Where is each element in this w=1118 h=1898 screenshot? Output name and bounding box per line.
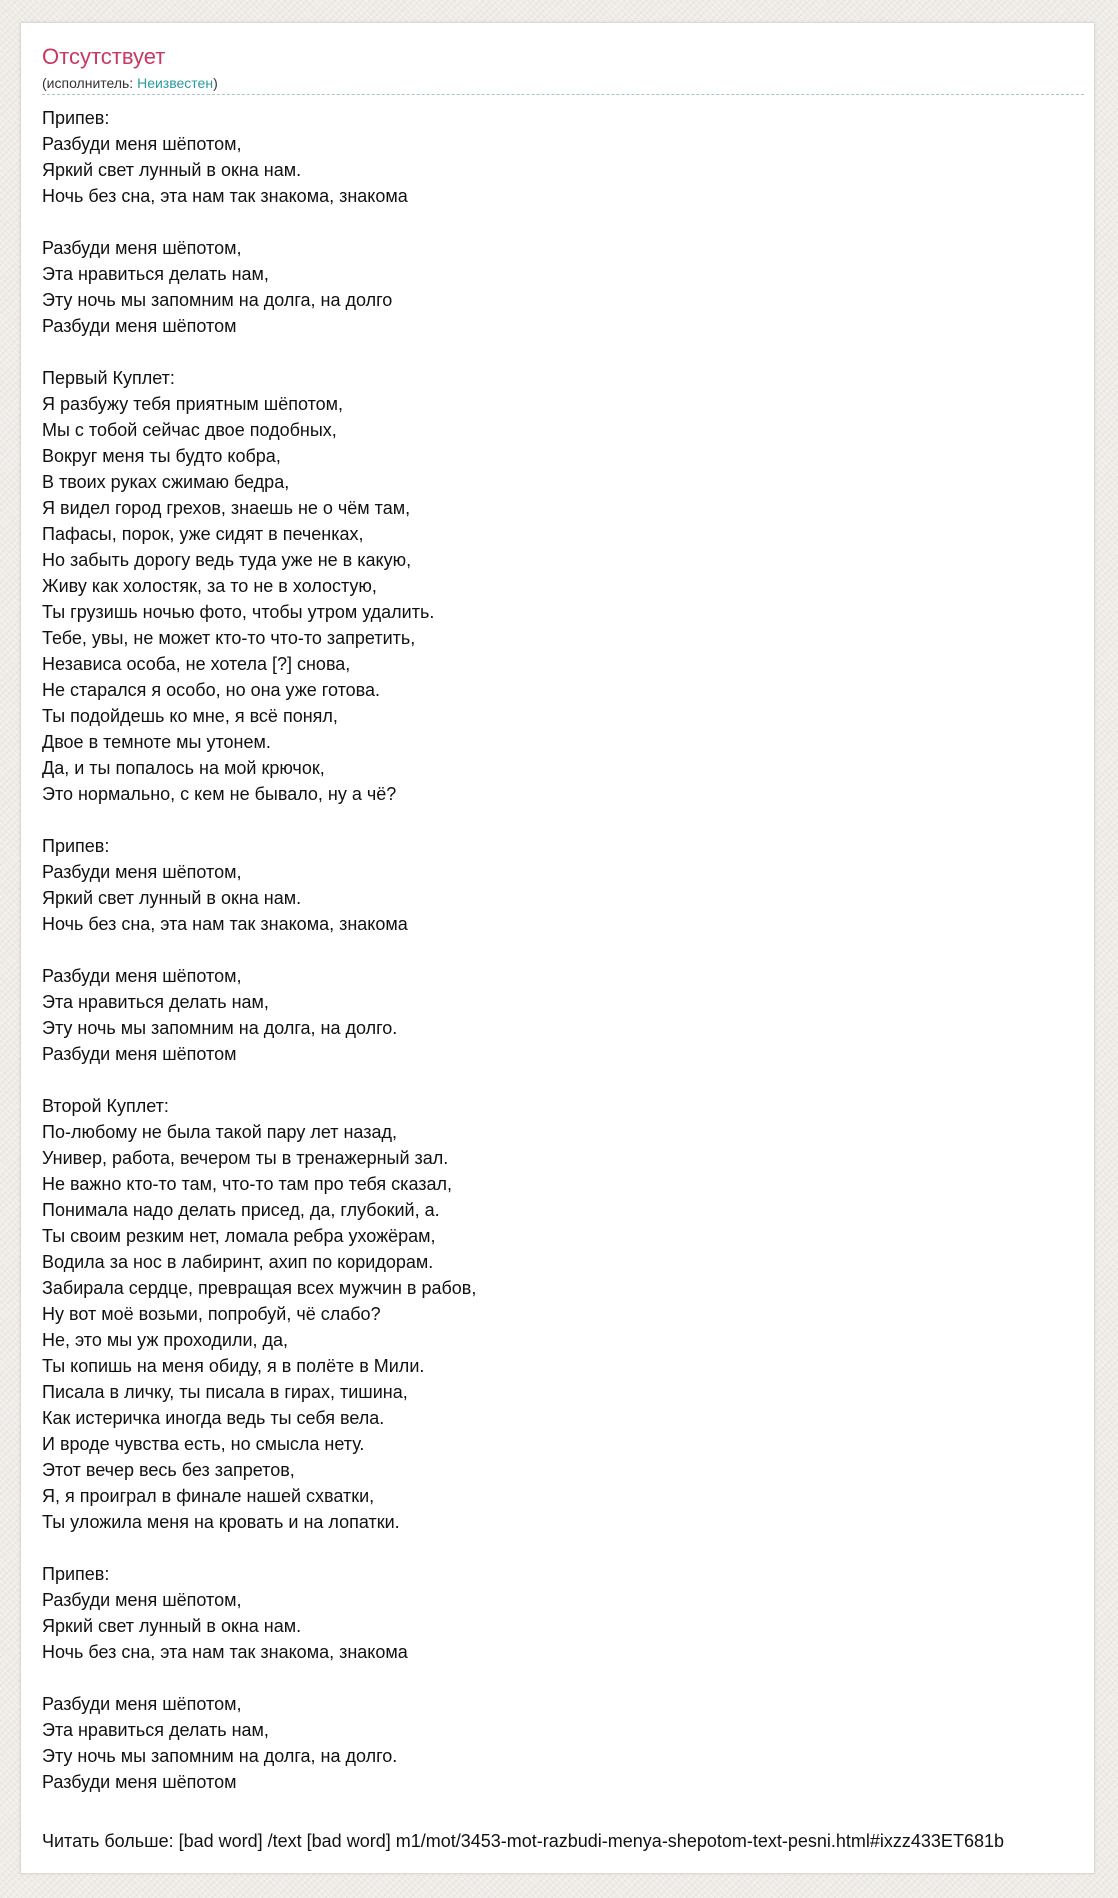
song-title: Отсутствует bbox=[42, 44, 166, 69]
lyric-line: Припев: bbox=[42, 1564, 110, 1584]
lyric-line: Это нормально, с кем не бывало, ну а чё? bbox=[42, 784, 397, 804]
lyric-line: И вроде чувства есть, но смысла нету. bbox=[42, 1434, 365, 1454]
lyric-line: Яркий свет лунный в окна нам. bbox=[42, 1616, 302, 1636]
lyric-line: Не, это мы уж проходили, да, bbox=[42, 1330, 289, 1350]
lyric-blank-line bbox=[42, 1535, 1095, 1561]
lyric-line: Двое в темноте мы утонем. bbox=[42, 732, 271, 752]
lyric-line: Яркий свет лунный в окна нам. bbox=[42, 160, 302, 180]
read-more-line: Читать больше: [bad word] /text [bad word] m1/mot/3453-mot-razbudi-menya-shepotom-text-pesni.html#ixzz433ET681b bbox=[42, 1831, 1004, 1851]
lyric-line: Не старался я особо, но она уже готова. bbox=[42, 680, 381, 700]
lyric-line: Разбуди меня шёпотом bbox=[42, 1044, 237, 1064]
lyric-line: Ночь без сна, эта нам так знакома, знакома bbox=[42, 1642, 408, 1662]
lyric-line: Писала в личку, ты писала в гирах, тишина, bbox=[42, 1382, 408, 1402]
artist-prefix: (исполнитель: bbox=[42, 75, 138, 91]
artist-line bbox=[42, 74, 1084, 92]
lyric-line: Я видел город грехов, знаешь не о чём там, bbox=[42, 498, 411, 518]
lyric-line: Разбуди меня шёпотом bbox=[42, 316, 237, 336]
lyric-blank-line bbox=[42, 1665, 1095, 1691]
artist-suffix: ) bbox=[213, 75, 218, 91]
lyrics-card bbox=[20, 22, 1095, 1874]
lyric-line: Тебе, увы, не может кто-то что-то запретить, bbox=[42, 628, 416, 648]
lyric-line: Ну вот моё возьми, попробуй, чё слабо? bbox=[42, 1304, 381, 1324]
lyric-line: Да, и ты попалось на мой крючок, bbox=[42, 758, 325, 778]
lyric-line: Я, я проиграл в финале нашей схватки, bbox=[42, 1486, 375, 1506]
lyric-line: Разбуди меня шёпотом bbox=[42, 1772, 237, 1792]
lyric-line: Как истеричка иногда ведь ты себя вела. bbox=[42, 1408, 385, 1428]
lyric-line: Разбуди меня шёпотом, bbox=[42, 238, 242, 258]
lyric-line: Ночь без сна, эта нам так знакома, знакома bbox=[42, 914, 408, 934]
lyric-line: Понимала надо делать присед, да, глубокий, а. bbox=[42, 1200, 440, 1220]
lyric-line: Разбуди меня шёпотом, bbox=[42, 1590, 242, 1610]
lyrics-text bbox=[42, 105, 1095, 1795]
song-header bbox=[42, 43, 1084, 92]
lyric-line: Не важно кто-то там, что-то там про тебя сказал, bbox=[42, 1174, 453, 1194]
lyric-line: Разбуди меня шёпотом, bbox=[42, 134, 242, 154]
lyric-line: Разбуди меня шёпотом, bbox=[42, 966, 242, 986]
lyric-line: Универ, работа, вечером ты в тренажерный зал. bbox=[42, 1148, 449, 1168]
lyric-blank-line bbox=[42, 209, 1095, 235]
lyric-blank-line bbox=[42, 937, 1095, 963]
lyric-line: Независа особа, не хотела [?] снова, bbox=[42, 654, 351, 674]
lyric-blank-line bbox=[42, 1067, 1095, 1093]
lyric-line: Разбуди меня шёпотом, bbox=[42, 862, 242, 882]
lyric-line: Водила за нос в лабиринт, ахип по коридорам. bbox=[42, 1252, 434, 1272]
lyric-line: Эту ночь мы запомним на долга, на долго bbox=[42, 290, 393, 310]
lyric-line: Ты грузишь ночью фото, чтобы утром удалить. bbox=[42, 602, 435, 622]
lyric-line: Вокруг меня ты будто кобра, bbox=[42, 446, 281, 466]
lyric-line: Второй Куплет: bbox=[42, 1096, 169, 1116]
lyric-line: Эту ночь мы запомним на долга, на долго. bbox=[42, 1018, 398, 1038]
lyric-line: Припев: bbox=[42, 836, 110, 856]
lyric-line: Мы с тобой сейчас двое подобных, bbox=[42, 420, 337, 440]
lyric-line: По-любому не была такой пару лет назад, bbox=[42, 1122, 397, 1142]
lyric-line: Ты подойдешь ко мне, я всё понял, bbox=[42, 706, 338, 726]
lyric-line: Ты уложила меня на кровать и на лопатки. bbox=[42, 1512, 400, 1532]
lyric-line: Забирала сердце, превращая всех мужчин в рабов, bbox=[42, 1278, 477, 1298]
lyric-line: Эта нравиться делать нам, bbox=[42, 992, 269, 1012]
lyric-blank-line bbox=[42, 339, 1095, 365]
header-divider bbox=[42, 94, 1084, 95]
lyric-line: Я разбужу тебя приятным шёпотом, bbox=[42, 394, 344, 414]
lyric-line: Эта нравиться делать нам, bbox=[42, 1720, 269, 1740]
lyric-line: Ты копишь на меня обиду, я в полёте в Мили. bbox=[42, 1356, 425, 1376]
lyric-line: Эту ночь мы запомним на долга, на долго. bbox=[42, 1746, 398, 1766]
lyric-line: Этот вечер весь без запретов, bbox=[42, 1460, 295, 1480]
lyric-line: В твоих руках сжимаю бедра, bbox=[42, 472, 290, 492]
lyric-line: Яркий свет лунный в окна нам. bbox=[42, 888, 302, 908]
lyric-line: Ночь без сна, эта нам так знакома, знакома bbox=[42, 186, 408, 206]
artist-link[interactable]: Неизвестен bbox=[137, 75, 214, 91]
lyric-line: Ты своим резким нет, ломала ребра ухожёрам, bbox=[42, 1226, 436, 1246]
lyric-line: Эта нравиться делать нам, bbox=[42, 264, 269, 284]
lyric-line: Первый Куплет: bbox=[42, 368, 175, 388]
lyric-line: Живу как холостяк, за то не в холостую, bbox=[42, 576, 377, 596]
lyric-blank-line bbox=[42, 807, 1095, 833]
lyric-line: Пафасы, порок, уже сидят в печенках, bbox=[42, 524, 364, 544]
lyric-line: Припев: bbox=[42, 108, 110, 128]
lyric-line: Но забыть дорогу ведь туда уже не в какую, bbox=[42, 550, 412, 570]
lyric-line: Разбуди меня шёпотом, bbox=[42, 1694, 242, 1714]
